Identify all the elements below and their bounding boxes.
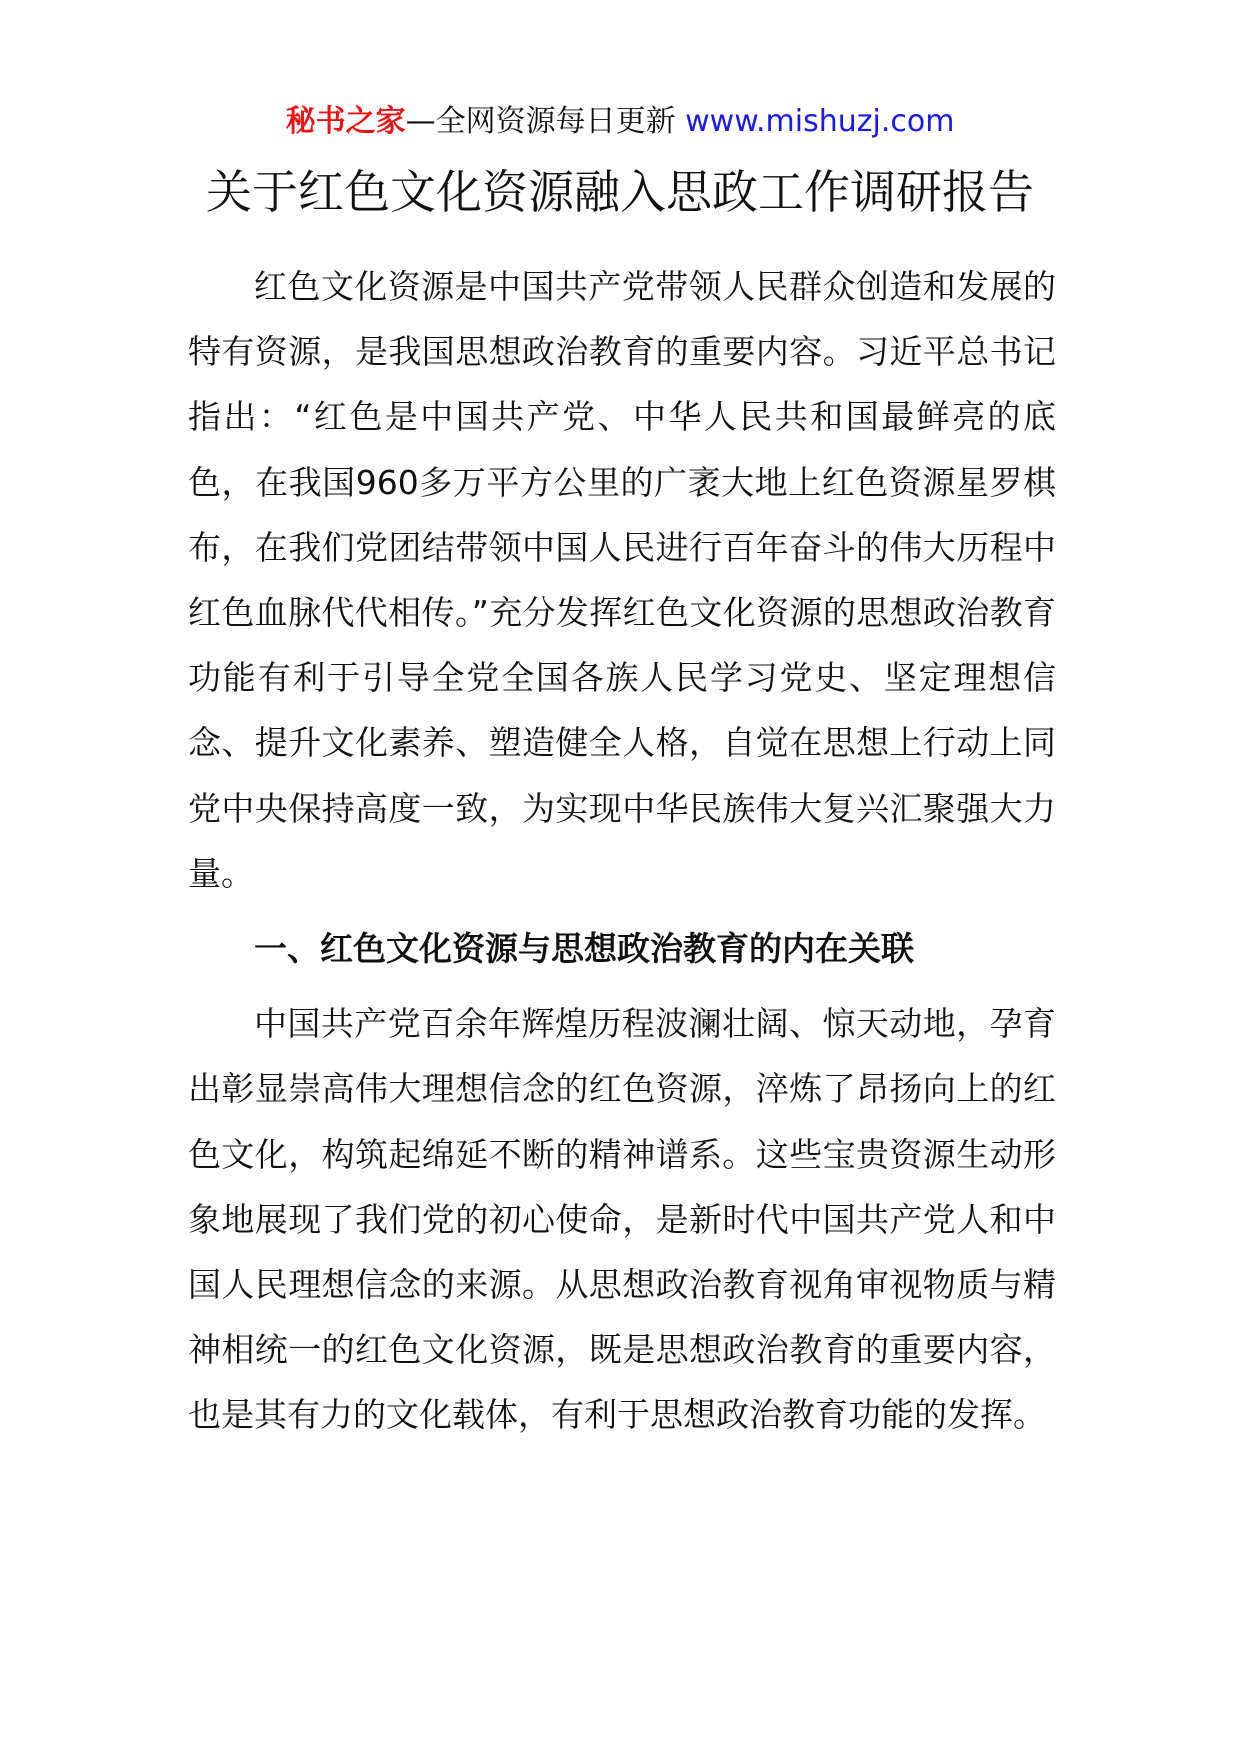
section-paragraph: 中国共产党百余年辉煌历程波澜壮阔、惊天动地，孕育出彰显崇高伟大理想信念的红色资源，淬炼了昂扬向上的红色文化，构筑起绵延不断的精神谱系。这些宝贵资源生动形象地展现了我们党的初心使命，是新时代中国共产党人和中国人民理想信念的来源。从思想政治教育视角审视物质与精神相统一的红色文化资源，既是思想政治教育的重要内容，也是其有力的文化载体，有利于思想政治教育功能的发挥。 xyxy=(188,1004,1056,1435)
site-header xyxy=(0,100,1240,144)
site-url-link[interactable]: www.mishuzj.com xyxy=(685,104,955,139)
document-body xyxy=(188,254,1056,1448)
brand-name: 秘书之家 xyxy=(285,104,406,139)
section-heading: 一、红色文化资源与思想政治教育的内在关联 xyxy=(254,929,914,969)
document-title: 关于红色文化资源融入思政工作调研报告 xyxy=(206,165,1034,219)
intro-paragraph: 红色文化资源是中国共产党带领人民群众创造和发展的特有资源，是我国思想政治教育的重要内容。习近平总书记指出：“红色是中国共产党、中华人民共和国最鲜亮的底色，在我国960多万平方公里的广袤大地上红色资源星罗棋布，在我们党团结带领中国人民进行百年奋斗的伟大历程中红色血脉代代相传。”充分发挥红色文化资源的思想政治教育功能有利于引导全党全国各族人民学习党史、坚定理想信念、提升文化素养、塑造健全人格，自觉在思想上行动上同党中央保持高度一致，为实现中华民族伟大复兴汇聚强大力量。 xyxy=(188,267,1056,893)
header-slogan: —全网资源每日更新 xyxy=(405,104,686,139)
